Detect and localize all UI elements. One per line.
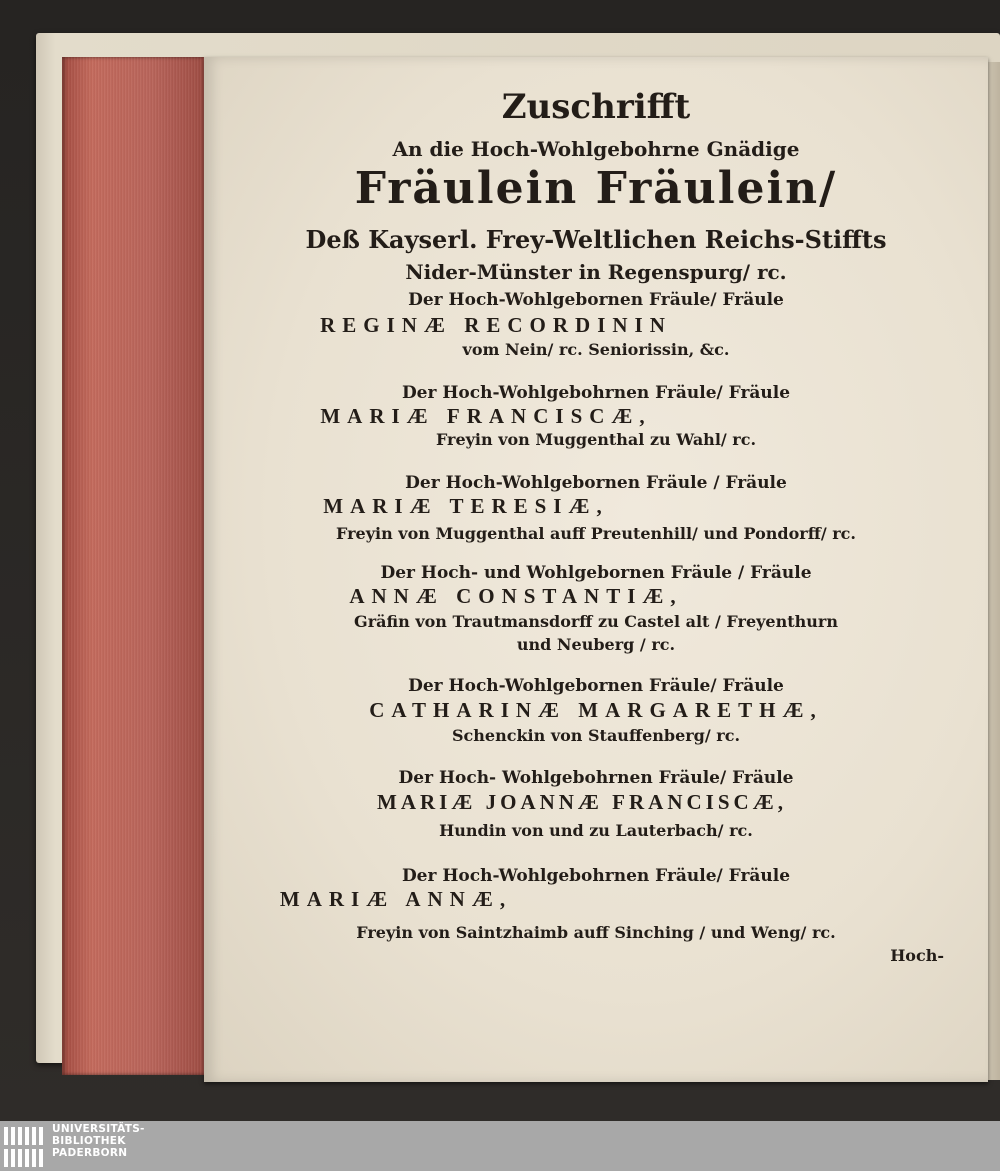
dedication-line-3: Fräulein Fräulein/: [354, 163, 838, 214]
page-right-edge: [986, 62, 1000, 1080]
entry-3-subtitle: Freyin von Muggenthal auff Preutenhill/ und Pondorff/ rc.: [336, 524, 856, 543]
entry-1-heading: Der Hoch-Wohlgebornen Fräule/ Fräule: [408, 290, 784, 310]
entry-7-name: MARIÆ ANNÆ,: [279, 887, 513, 911]
page-content: [204, 57, 988, 1082]
entry-5-subtitle: Schenckin von Stauffenberg/ rc.: [451, 726, 741, 745]
entry-4-heading: Der Hoch- und Wohlgebornen Fräule / Fräule: [380, 563, 812, 583]
entry-4-subtitle-2: und Neuberg / rc.: [516, 635, 676, 654]
catchword: Hoch-: [890, 946, 944, 965]
entry-2-subtitle: Freyin von Muggenthal zu Wahl/ rc.: [435, 430, 757, 449]
entry-5-heading: Der Hoch-Wohlgebornen Fräule/ Fräule: [408, 676, 784, 696]
book-page: [204, 57, 988, 1082]
entry-1-subtitle: vom Nein/ rc. Seniorissin, &c.: [462, 340, 730, 359]
entry-1-name: REGINÆ RECORDININ: [320, 313, 672, 337]
dedication-line-4: Deß Kayserl. Frey-Weltlichen Reichs-Stiffts: [305, 225, 887, 254]
dedication-line-5: Nider-Münster in Regenspurg/ rc.: [405, 260, 787, 284]
entry-6-heading: Der Hoch- Wohlgebohrnen Fräule/ Fräule: [398, 768, 794, 788]
logo-line-2: BIBLIOTHEK: [52, 1135, 126, 1147]
university-library-logo-icon: [3, 1125, 45, 1169]
library-logo-text: [52, 1123, 145, 1159]
entry-3-heading: Der Hoch-Wohlgebornen Fräule / Fräule: [405, 473, 787, 493]
entry-4-name: ANNÆ CONSTANTIÆ,: [349, 584, 683, 608]
entry-2-name: MARIÆ FRANCISCÆ,: [320, 404, 652, 428]
book-page-edge: [62, 57, 210, 1075]
entry-4-subtitle: Gräfin von Trautmansdorff zu Castel alt / Freyenthurn: [354, 612, 838, 631]
entry-3-name: MARIÆ TERESIÆ,: [323, 494, 609, 518]
logo-line-3: PADERBORN: [52, 1147, 128, 1159]
document-title: Zuschrifft: [501, 87, 691, 127]
entry-2-heading: Der Hoch-Wohlgebohrnen Fräule/ Fräule: [401, 383, 791, 403]
entry-7-subtitle: Freyin von Saintzhaimb auff Sinching / und Weng/ rc.: [356, 923, 836, 942]
library-footer-bar: [0, 1121, 1000, 1171]
dedication-line-2: An die Hoch-Wohlgebohrne Gnädige: [392, 137, 800, 161]
logo-line-1: UNIVERSITÄTS-: [52, 1123, 145, 1135]
entry-6-name: MARIÆ JOANNÆ FRANCISCÆ,: [377, 790, 787, 814]
entry-7-heading: Der Hoch-Wohlgebohrnen Fräule/ Fräule: [401, 866, 791, 886]
entry-6-subtitle: Hundin von und zu Lauterbach/ rc.: [439, 821, 753, 840]
entry-5-name: CATHARINÆ MARGARETHÆ,: [369, 698, 823, 722]
